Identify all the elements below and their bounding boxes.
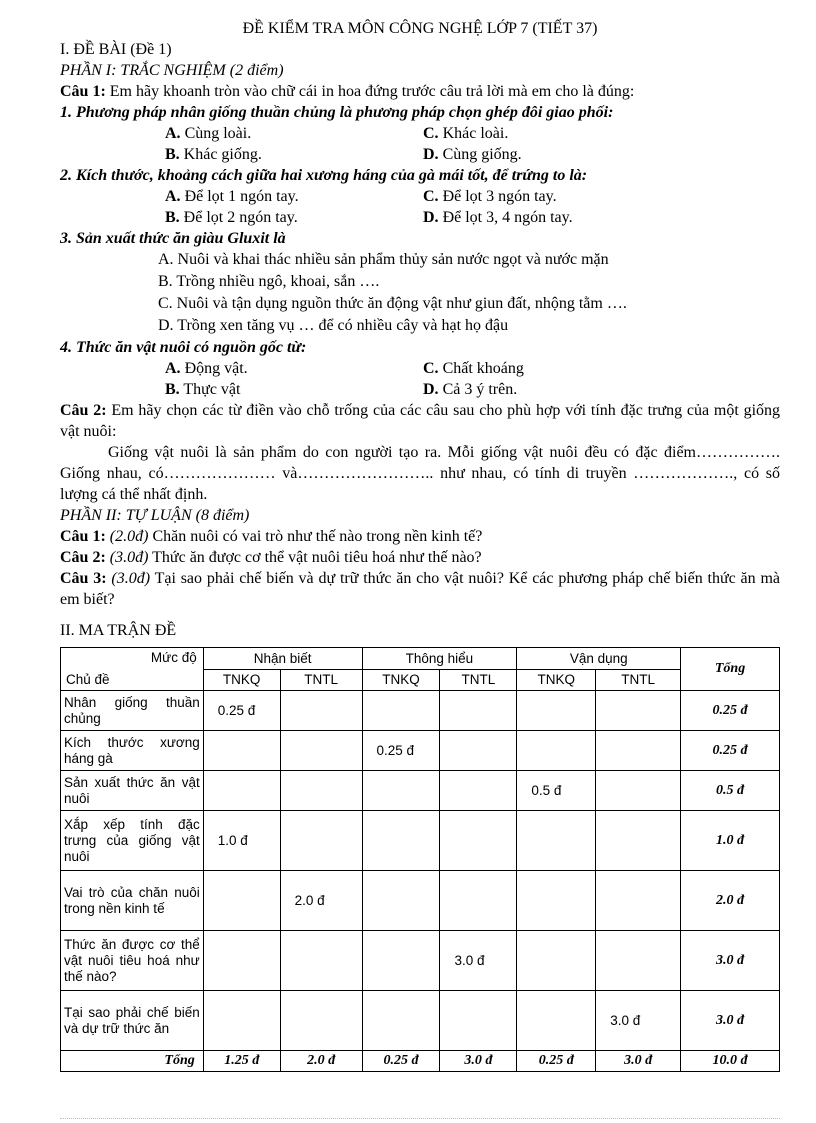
option-a[interactable]: A. Cùng loài.: [165, 125, 252, 142]
option-a[interactable]: A. Nuôi và khai thác nhiều sản phẩm thủy sản nước ngọt và nước mặn: [158, 251, 609, 268]
matrix-row: [61, 871, 780, 931]
essay-question-3: Câu 3: (3.0đ) Tại sao phải chế biến và dự trữ thức ăn cho vật nuôi? Kể các phương pháp chế biến thức ăn mà em biết?: [60, 570, 781, 608]
score-cell: [440, 731, 517, 771]
sub-header: TNTL: [440, 669, 517, 691]
sub-header: TNKQ: [517, 669, 596, 691]
topic-cell: Vai trò của chăn nuôi trong nền kinh tế: [61, 871, 204, 931]
question-2-instruction: [60, 400, 780, 442]
total-header: Tổng: [681, 648, 780, 691]
score-cell: 0.25 đ: [362, 731, 440, 771]
essay-question-2: Câu 2: (3.0đ) Thức ăn được cơ thể vật nuôi tiêu hoá như thế nào?: [60, 549, 482, 566]
option-b[interactable]: B. Trồng nhiều ngô, khoai, sắn ….: [158, 273, 380, 290]
score-cell: [440, 811, 517, 871]
score-cell: [280, 931, 362, 991]
question-1-instruction: [60, 81, 780, 102]
score-cell: [596, 871, 681, 931]
level-header: Vận dụng: [517, 648, 681, 670]
topic-cell: Nhân giống thuần chủng: [61, 691, 204, 731]
option-b[interactable]: B. Thực vật: [165, 381, 241, 398]
sub-header: TNKQ: [362, 669, 440, 691]
option-d[interactable]: D. Trồng xen tăng vụ … để có nhiều cây và hạt họ đậu: [158, 317, 509, 334]
score-cell: [203, 991, 280, 1051]
matrix-header-row: [61, 648, 780, 670]
option-c[interactable]: C. Khác loài.: [423, 125, 509, 142]
score-cell: [596, 811, 681, 871]
score-cell: [440, 771, 517, 811]
fill-in-paragraph: Giống vật nuôi là sản phẩm do con người tạo ra. Mỗi giống vật nuôi đều có đặc điểm……………. Giống nhau, có………………… và…………………….. như nhau, có tính di truyền ………………., có số lượng cá thể nhất định.: [60, 444, 780, 503]
score-cell: [203, 931, 280, 991]
score-cell: [362, 991, 440, 1051]
row-total-cell: 3.0 đ: [681, 931, 780, 991]
sub-header: TNTL: [280, 669, 362, 691]
score-cell: 2.0 đ: [280, 871, 362, 931]
score-cell: [362, 931, 440, 991]
score-cell: [517, 691, 596, 731]
topic-cell: Tại sao phải chế biến và dự trữ thức ăn: [61, 991, 204, 1051]
section-matrix-heading: II. MA TRẬN ĐỀ: [60, 622, 177, 639]
matrix-row: [61, 691, 780, 731]
mc-item-1-options: [60, 123, 780, 144]
score-cell: [280, 991, 362, 1051]
score-cell: [440, 991, 517, 1051]
option-c[interactable]: C. Chất khoáng: [423, 360, 524, 377]
score-cell: [362, 771, 440, 811]
question-text: Em hãy chọn các từ điền vào chỗ trống của các câu sau cho phù hợp với tính đặc trưng của một giống vật nuôi:: [60, 402, 781, 440]
mc-item-4-options: [60, 358, 780, 379]
score-cell: 0.25 đ: [203, 691, 280, 731]
mc-item-2-options-2: [60, 207, 780, 228]
matrix-row: [61, 931, 780, 991]
matrix-row: [61, 771, 780, 811]
matrix-row: [61, 811, 780, 871]
score-cell: [203, 771, 280, 811]
score-cell: [517, 991, 596, 1051]
score-cell: [362, 691, 440, 731]
score-cell: [517, 871, 596, 931]
essay-question-1: Câu 1: (2.0đ) Chăn nuôi có vai trò như thế nào trong nền kinh tế?: [60, 528, 483, 545]
score-cell: [517, 731, 596, 771]
question-label: Câu 1:: [60, 83, 106, 100]
score-cell: 0.5 đ: [517, 771, 596, 811]
option-a[interactable]: A. Động vật.: [165, 360, 248, 377]
mc-item-1-stem: 1. Phương pháp nhân giống thuần chủng là phương pháp chọn ghép đôi giao phối:: [60, 104, 614, 121]
score-cell: 3.0 đ: [596, 991, 681, 1051]
score-cell: [280, 771, 362, 811]
topic-cell: Kích thước xương háng gà: [61, 731, 204, 771]
exam-matrix-table: [60, 647, 780, 1072]
option-d[interactable]: D. Cùng giống.: [423, 146, 522, 163]
score-cell: [362, 811, 440, 871]
row-total-cell: 0.25 đ: [681, 691, 780, 731]
option-c[interactable]: C. Để lọt 3 ngón tay.: [423, 188, 557, 205]
option-b[interactable]: B. Khác giống.: [165, 146, 262, 163]
score-cell: 1.0 đ: [203, 811, 280, 871]
exam-title: ĐỀ KIỂM TRA MÔN CÔNG NGHỆ LỚP 7 (TIẾT 37): [242, 20, 598, 37]
score-cell: [440, 871, 517, 931]
option-d[interactable]: D. Cả 3 ý trên.: [423, 381, 518, 398]
level-header: Thông hiểu: [362, 648, 517, 670]
option-c[interactable]: C. Nuôi và tận dụng nguồn thức ăn động vật như giun đất, nhộng tằm ….: [158, 295, 627, 312]
option-b[interactable]: B. Để lọt 2 ngón tay.: [165, 209, 298, 226]
row-total-cell: 3.0 đ: [681, 991, 780, 1051]
topic-cell: Sản xuất thức ăn vật nuôi: [61, 771, 204, 811]
score-cell: [596, 771, 681, 811]
section-exam-heading: I. ĐỀ BÀI (Đề 1): [60, 41, 172, 58]
mc-item-2-stem: 2. Kích thước, khoảng cách giữa hai xương háng của gà mái tốt, để trứng to là:: [60, 167, 588, 184]
mc-item-4-options-2: [60, 379, 780, 400]
matrix-row: [61, 731, 780, 771]
exam-page: [60, 18, 780, 1072]
row-total-cell: 2.0 đ: [681, 871, 780, 931]
matrix-row: [61, 991, 780, 1051]
level-header: Nhận biết: [203, 648, 362, 670]
topic-cell: Xắp xếp tính đặc trưng của giống vật nuôi: [61, 811, 204, 871]
option-a[interactable]: A. Để lọt 1 ngón tay.: [165, 188, 299, 205]
score-cell: [280, 691, 362, 731]
score-cell: [362, 871, 440, 931]
question-text: Em hãy khoanh tròn vào chữ cái in hoa đứng trước câu trả lời mà em cho là đúng:: [105, 83, 635, 100]
score-cell: [596, 931, 681, 991]
row-total-cell: 1.0 đ: [681, 811, 780, 871]
page-bottom-rule: [60, 1118, 780, 1119]
part2-heading: PHẦN II: TỰ LUẬN (8 điểm): [60, 507, 250, 524]
mc-item-3-stem: 3. Sản xuất thức ăn giàu Gluxit là: [60, 230, 286, 247]
sub-header: TNKQ: [203, 669, 280, 691]
score-cell: [517, 931, 596, 991]
row-total-cell: 0.5 đ: [681, 771, 780, 811]
option-d[interactable]: D. Để lọt 3, 4 ngón tay.: [423, 209, 573, 226]
part1-heading: PHẦN I: TRẮC NGHIỆM (2 điểm): [60, 62, 284, 79]
row-total-cell: 0.25 đ: [681, 731, 780, 771]
mc-item-4-stem: 4. Thức ăn vật nuôi có nguồn gốc từ:: [60, 339, 307, 356]
matrix-footer-row: Tổng 1.25 đ 2.0 đ 0.25 đ 3.0 đ 0.25 đ 3.0 đ 10.0 đ: [61, 1051, 780, 1072]
score-cell: [280, 811, 362, 871]
mc-item-1-options-2: [60, 144, 780, 165]
score-cell: [203, 871, 280, 931]
topic-cell: Thức ăn được cơ thể vật nuôi tiêu hoá như thế nào?: [61, 931, 204, 991]
score-cell: [203, 731, 280, 771]
sub-header: TNTL: [596, 669, 681, 691]
score-cell: [517, 811, 596, 871]
score-cell: 3.0 đ: [440, 931, 517, 991]
score-cell: [440, 691, 517, 731]
score-cell: [596, 731, 681, 771]
score-cell: [280, 731, 362, 771]
matrix-corner: Mức độ Chủ đề: [61, 648, 204, 691]
mc-item-2-options: [60, 186, 780, 207]
score-cell: [596, 691, 681, 731]
question-label: Câu 2:: [60, 402, 107, 419]
